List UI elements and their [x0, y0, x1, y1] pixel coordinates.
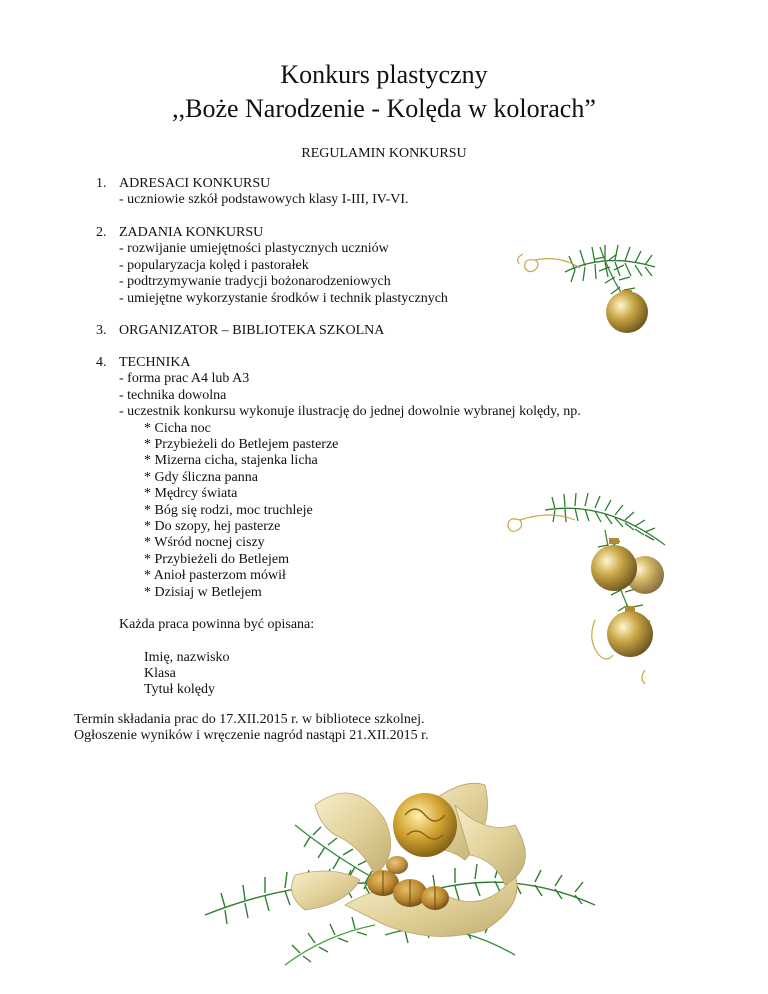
section-heading: TECHNIKA	[119, 355, 191, 370]
pine-bauble-decoration	[505, 232, 665, 342]
carol-item: * Anioł pasterzom mówił	[144, 568, 286, 584]
description-item: Klasa	[144, 665, 176, 681]
footer	[74, 712, 429, 745]
carol-item: * Gdy śliczna panna	[144, 469, 258, 485]
section-line: - uczestnik konkursu wykonuje ilustrację do jednej dowolnie wybranej kolędy, np.	[119, 404, 581, 420]
section-number: 3.	[96, 323, 107, 338]
carol-item: * Przybieżeli do Betlejem pasterze	[144, 437, 339, 453]
footer-line: Termin składania prac do 17.XII.2015 r. w bibliotece szkolnej.	[74, 712, 425, 727]
carol-item: * Mizerna cicha, stajenka licha	[144, 453, 318, 469]
section-line: - technika dowolna	[119, 387, 227, 403]
description-item: Tytuł kolędy	[144, 682, 215, 698]
carol-item: * Przybieżeli do Betlejem	[144, 551, 290, 567]
title-line-2: ,,Boże Narodzenie - Kolęda w kolorach”	[172, 94, 596, 123]
section-heading: ZADANIA KONKURSU	[119, 225, 264, 240]
pine-baubles-decoration	[495, 490, 675, 690]
carol-item: * Mędrcy świata	[144, 486, 238, 502]
bauble-icon	[591, 545, 637, 591]
christmas-centerpiece	[185, 765, 605, 985]
carol-item: * Cicha noc	[144, 420, 211, 436]
section-number: 2.	[96, 225, 107, 240]
footer-line: Ogłoszenie wyników i wręczenie nagród nastąpi 21.XII.2015 r.	[74, 728, 429, 744]
section-heading: ADRESACI KONKURSU	[119, 176, 271, 191]
section-number: 1.	[96, 176, 107, 191]
section-heading: ORGANIZATOR – BIBLIOTEKA SZKOLNA	[119, 323, 385, 338]
section-line: - uczniowie szkół podstawowych klasy I-III, IV-VI.	[119, 192, 409, 208]
bauble-icon	[607, 611, 653, 657]
bauble-icon	[606, 291, 648, 333]
description-intro: Każda praca powinna być opisana:	[119, 617, 315, 633]
page-title	[0, 58, 768, 126]
carol-item: * Bóg się rodzi, moc truchleje	[144, 502, 313, 518]
carol-item: * Do szopy, hej pasterze	[144, 519, 281, 535]
golden-ornament-icon	[393, 793, 457, 857]
section-line: - forma prac A4 lub A3	[119, 371, 250, 387]
description-item: Imię, nazwisko	[144, 649, 230, 665]
bauble-cap	[609, 538, 619, 544]
carol-item: * Wśród nocnej ciszy	[144, 535, 265, 551]
carol-item: * Dzisiaj w Betlejem	[144, 584, 262, 600]
section-number: 4.	[96, 355, 107, 370]
title-line-1: Konkurs plastyczny	[280, 60, 488, 89]
section-line: - popularyzacja kolęd i pastorałek	[119, 257, 309, 273]
section-line: - umiejętne wykorzystanie środków i technik plastycznych	[119, 290, 448, 306]
subtitle: REGULAMIN KONKURSU	[301, 146, 467, 161]
section-line: - podtrzymywanie tradycji bożonarodzeniowych	[119, 274, 391, 290]
section-line: - rozwijanie umiejętności plastycznych uczniów	[119, 241, 389, 257]
